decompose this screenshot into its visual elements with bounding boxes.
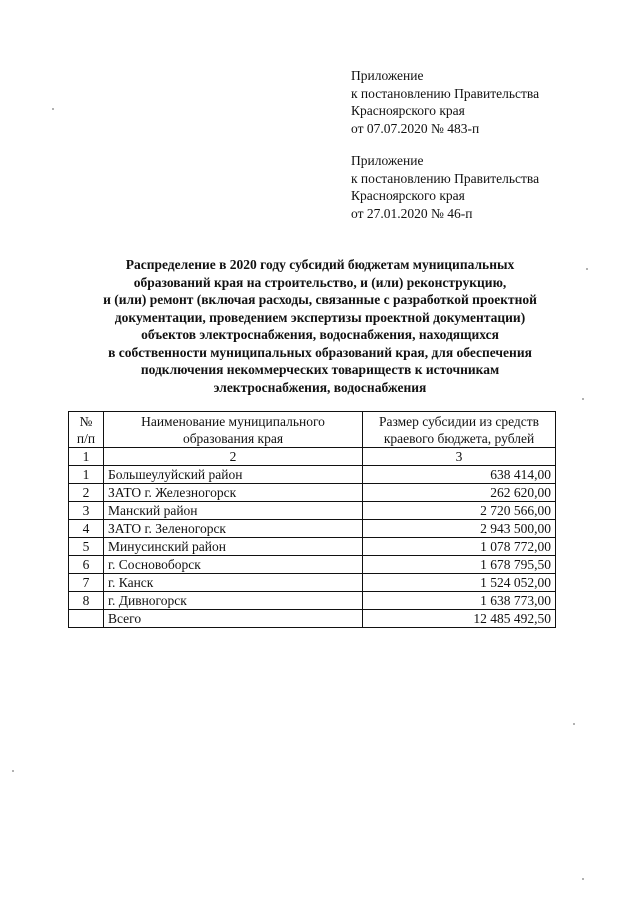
appendix-label: Приложение	[351, 153, 424, 168]
row-number: 8	[69, 592, 104, 610]
scan-speck	[586, 268, 588, 270]
scan-speck	[12, 770, 14, 772]
column-number: 2	[104, 448, 363, 466]
municipality-name: Большеулуйский район	[104, 466, 363, 484]
municipality-name: г. Дивногорск	[104, 592, 363, 610]
table-total-row	[69, 610, 556, 628]
appendix-note-original	[351, 152, 611, 222]
subsidy-amount: 1 524 052,00	[363, 574, 556, 592]
title-line: в собственности муниципальных образований края, для обеспечения	[108, 344, 532, 360]
row-number: 1	[69, 466, 104, 484]
subsidy-amount: 1 638 773,00	[363, 592, 556, 610]
table-header-row	[69, 412, 556, 448]
column-number-row	[69, 448, 556, 466]
table-row	[69, 592, 556, 610]
municipality-name: Минусинский район	[104, 538, 363, 556]
subsidy-amount: 2 943 500,00	[363, 520, 556, 538]
scan-speck	[582, 878, 584, 880]
appendix-note-current	[351, 67, 611, 137]
municipality-name: Манский район	[104, 502, 363, 520]
subsidy-amount: 638 414,00	[363, 466, 556, 484]
row-number: 5	[69, 538, 104, 556]
column-number: 1	[69, 448, 104, 466]
table-row	[69, 574, 556, 592]
appendix-label: Приложение	[351, 68, 424, 83]
title-line: Распределение в 2020 году субсидий бюджетам муниципальных	[125, 257, 515, 272]
header-municipality: Наименование муниципального образования края	[104, 412, 363, 448]
table-row	[69, 502, 556, 520]
title-line: и (или) ремонт (включая расходы, связанные с разработкой проектной	[103, 292, 537, 307]
appendix-region: Красноярского края	[351, 188, 465, 203]
appendix-date-number: от 27.01.2020 № 46-п	[351, 205, 473, 221]
scan-speck	[582, 398, 584, 400]
subsidy-amount: 2 720 566,00	[363, 502, 556, 520]
municipality-name: ЗАТО г. Зеленогорск	[104, 520, 363, 538]
row-number: 7	[69, 574, 104, 592]
row-number: 6	[69, 556, 104, 574]
title-line: образований края на строительство, и (или) реконструкцию,	[133, 274, 507, 290]
row-number: 3	[69, 502, 104, 520]
municipality-name: г. Сосновоборск	[104, 556, 363, 574]
table-row	[69, 556, 556, 574]
total-amount: 12 485 492,50	[363, 610, 556, 628]
appendix-reference: к постановлению Правительства	[351, 170, 540, 186]
subsidy-amount: 1 078 772,00	[363, 538, 556, 556]
title-line: объектов электроснабжения, водоснабжения, находящихся	[141, 327, 499, 342]
appendix-region: Красноярского края	[351, 103, 465, 118]
total-number-empty	[69, 610, 104, 628]
row-number: 4	[69, 520, 104, 538]
subsidy-amount: 1 678 795,50	[363, 556, 556, 574]
subsidy-amount: 262 620,00	[363, 484, 556, 502]
scan-speck	[52, 108, 54, 110]
municipality-name: ЗАТО г. Железногорск	[104, 484, 363, 502]
document-title	[60, 256, 580, 396]
title-line: документации, проведением экспертизы проектной документации)	[114, 309, 526, 325]
table-row	[69, 520, 556, 538]
title-line: подключения некоммерческих товариществ к источникам	[140, 362, 500, 377]
title-line: электроснабжения, водоснабжения	[213, 379, 427, 395]
subsidy-distribution-table	[68, 411, 556, 628]
appendix-reference: к постановлению Правительства	[351, 85, 540, 101]
municipality-name: г. Канск	[104, 574, 363, 592]
header-subsidy-amount: Размер субсидии из средств краевого бюджета, рублей	[363, 412, 556, 448]
appendix-date-number: от 07.07.2020 № 483-п	[351, 120, 480, 136]
table-row	[69, 466, 556, 484]
column-number: 3	[363, 448, 556, 466]
table-row	[69, 538, 556, 556]
table-row	[69, 484, 556, 502]
row-number: 2	[69, 484, 104, 502]
scan-speck	[573, 723, 575, 725]
total-label: Всего	[104, 610, 363, 628]
header-number: № п/п	[69, 412, 104, 448]
